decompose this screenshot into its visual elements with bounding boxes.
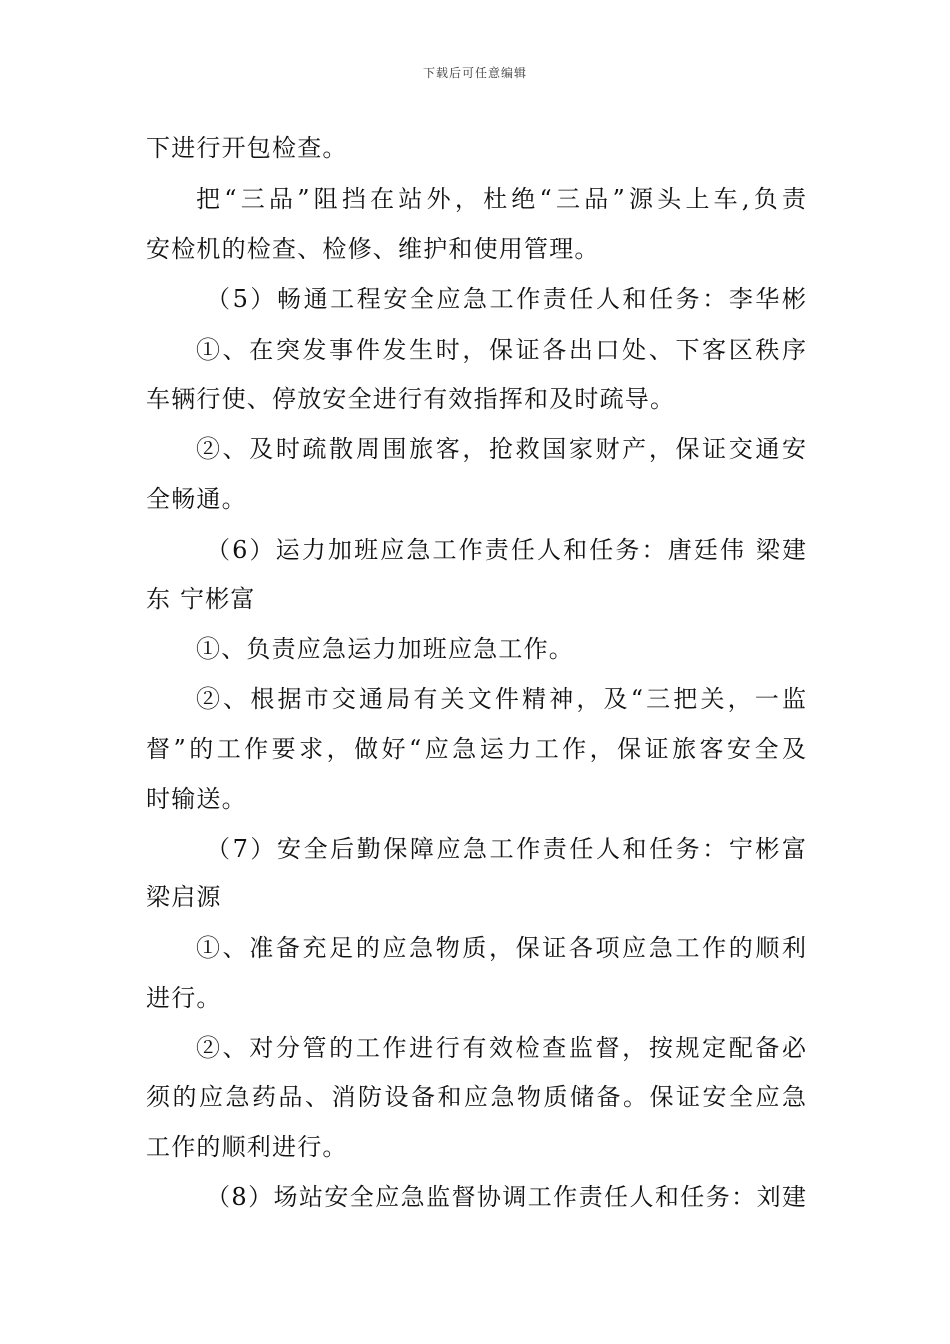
text-line: 工作的顺利进行。 — [146, 1133, 348, 1161]
page-header: 下载后可任意编辑 — [422, 66, 527, 80]
text-line: 下进行开包检查。 — [146, 134, 348, 162]
section-heading: （7）安全后勤保障应急工作责任人和任务：宁彬富 — [206, 835, 806, 863]
text-line: 督”的工作要求，做好“应急运力工作，保证旅客安全及 — [146, 735, 806, 763]
text-line: 全畅通。 — [146, 485, 247, 513]
text-line: ①、准备充足的应急物质，保证各项应急工作的顺利 — [196, 934, 806, 962]
text-line: 把“三品”阻挡在站外，杜绝“三品”源头上车,负责 — [196, 185, 806, 213]
text-line: ②、根据市交通局有关文件精神，及“三把关，一监 — [196, 685, 806, 713]
section-heading: （8）场站安全应急监督协调工作责任人和任务：刘建 — [206, 1183, 806, 1211]
text-line: ②、及时疏散周围旅客，抢救国家财产，保证交通安 — [196, 435, 806, 463]
section-heading: （5）畅通工程安全应急工作责任人和任务：李华彬 — [206, 285, 806, 313]
text-line: ①、负责应急运力加班应急工作。 — [196, 635, 574, 663]
text-line: 进行。 — [146, 984, 222, 1012]
text-line: 时输送。 — [146, 785, 247, 813]
text-line: 安检机的检查、检修、维护和使用管理。 — [146, 235, 600, 263]
section-heading: （6）运力加班应急工作责任人和任务：唐廷伟 梁建 — [206, 536, 806, 564]
text-line: ②、对分管的工作进行有效检查监督，按规定配备必 — [196, 1034, 806, 1062]
text-line: 车辆行使、停放安全进行有效指挥和及时疏导。 — [146, 385, 676, 413]
text-line: 须的应急药品、消防设备和应急物质储备。保证安全应急 — [146, 1083, 806, 1111]
text-line: 梁启源 — [146, 883, 222, 911]
text-line: ①、在突发事件发生时，保证各出口处、下客区秩序 — [196, 336, 806, 364]
text-line: 东 宁彬富 — [146, 585, 256, 613]
